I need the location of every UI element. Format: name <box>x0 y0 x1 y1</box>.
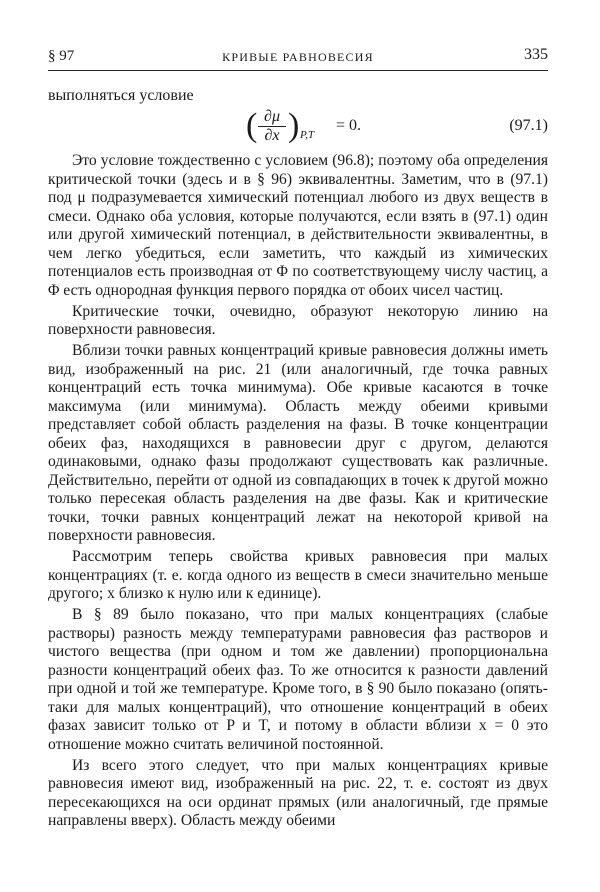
paragraph: В § 89 было показано, что при малых концентрациях (слабые растворы) разность между температурами равновесия фаз растворов и чистого вещества (при одном и том же давлении) пропорциональна разности концентраций обеих фаз. То же относится к разности давлений при одной и той же температуре. Кроме того, в § 90 было показано (опять-таки для малых концентраций), что отношение концентраций в обеих фазах зависит только от P и T, и потому в области вблизи x = 0 это отношение можно считать величиной постоянной. <box>48 606 548 753</box>
header-rule <box>48 70 548 71</box>
equation-rhs: = 0. <box>336 117 362 134</box>
left-paren: ( <box>246 107 258 144</box>
intro-line: выполняться условие <box>48 87 194 104</box>
paragraph: Критические точки, очевидно, образуют некоторую линию на поверхности равновесия. <box>48 302 548 338</box>
section-number: § 97 <box>48 48 75 64</box>
partial-derivative <box>258 109 286 144</box>
page-number: 335 <box>524 46 548 63</box>
running-title: КРИВЫЕ РАВНОВЕСИЯ <box>222 50 374 64</box>
running-header <box>48 46 548 68</box>
paragraph: Из всего этого следует, что при малых концентрациях кривые равновесия имеют вид, изображенный на рис. 22, т. е. состоят из двух пересекающихся на оси ординат прямых (или аналогичный, где прямые направлены вверх). Область между обеими <box>48 756 548 829</box>
right-paren: ) <box>288 107 300 144</box>
paragraph: Вблизи точки равных концентраций кривые равновесия должны иметь вид, изображенный на рис. 21 (или аналогичный, где точка равных концентраций есть точка минимума). Обе кривые касаются в точке максимума (или минимума). Область между обеими кривыми представляет собой область разделения на фазы. В точке концентрации обеих фаз, находящихся в равновесии друг с другом, делаются одинаковыми, однако фазы продолжают существовать как различные. Действительно, перейти от одной из совпадающих в точек к другой можно только пересекая область разделения на две фазы. Как и критические точки, точки равных концентраций лежат на некоторой кривой на поверхности равновесия. <box>48 342 548 544</box>
paragraph: Рассмотрим теперь свойства кривых равновесия при малых концентрациях (т. е. когда одного из веществ в смеси значительно меньше другого; x близко к нулю или к единице). <box>48 548 548 602</box>
equation-subscript: P,T <box>300 129 315 141</box>
body-text <box>48 152 548 833</box>
paragraph: Это условие тождественно с условием (96.8); поэтому оба определения критической точки (здесь и в § 96) эквивалентны. Заметим, что в (97.1) под μ подразумевается химический потенциал любого из двух веществ в смеси. Однако оба условия, которые получаются, если взять в (97.1) один или другой химический потенциал, в действительности эквивалентны, в чем легко убедиться, если заметить, что каждый из химических потенциалов есть производная от Φ по соответствующему числу частиц, а Φ есть однородная функция первого порядка от обоих чисел частиц. <box>48 152 548 299</box>
numerator: ∂μ <box>264 108 280 125</box>
equation-number: (97.1) <box>509 117 548 134</box>
denominator: ∂x <box>264 127 280 144</box>
equation-97-1 <box>246 107 406 147</box>
